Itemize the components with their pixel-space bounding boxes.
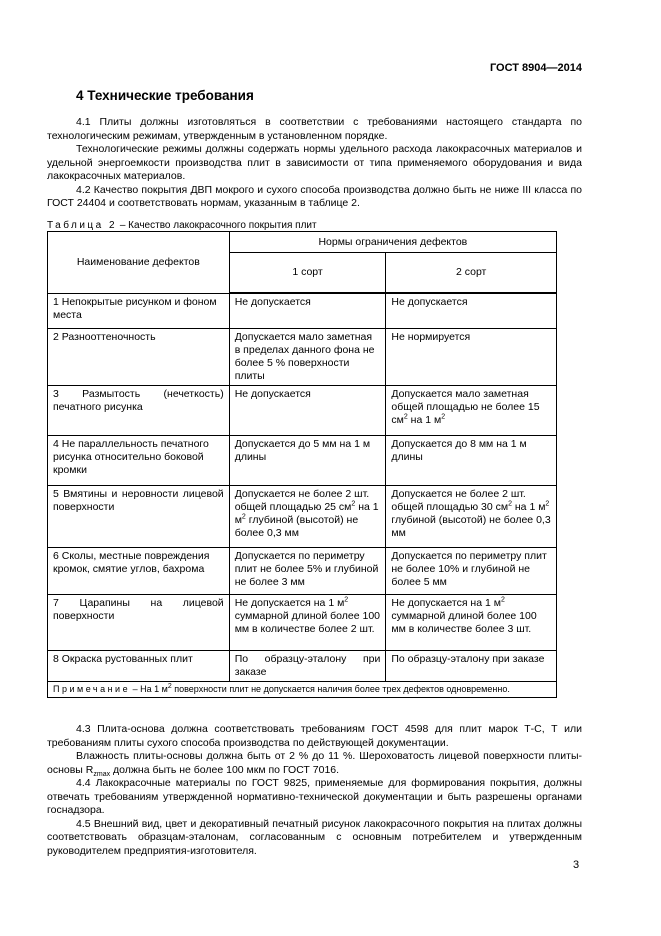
paragraph-4-4: 4.4 Лакокрасочные материалы по ГОСТ 9825, применяемые для формирования покрытия, должны отвечать требованиям утвержденной нормативно-технической документации и быть разрешены органами госнадзора. bbox=[47, 777, 582, 816]
column-header-sort-1: 1 сорт bbox=[229, 253, 386, 294]
sort-2-norm: Не допускается на 1 $м^2$ суммарной длиной более 100 мм в количестве более 3 шт. bbox=[386, 594, 557, 650]
paragraph-4-3: 4.3 Плита-основа должна соответствовать требованиям ГОСТ 4598 для плит марок Т-С, Т или требованиям плиты сухого способа производства по действующей документации. bbox=[47, 723, 582, 749]
column-header-norms: Нормы ограничения дефектов bbox=[229, 232, 556, 253]
paragraph-4-1: 4.1 Плиты должны изготовляться в соответствии с требованиями настоящего стандарта по технологическим режимам, утвержденным в установленном порядке. bbox=[47, 116, 582, 142]
sort-1-norm: Допускается по периметру плит не более 5% и глубиной не более 3 мм bbox=[229, 547, 386, 594]
page-number: 3 bbox=[573, 859, 580, 871]
defects-table bbox=[47, 231, 557, 698]
sort-1-norm: Допускается до 5 мм на 1 м длины bbox=[229, 435, 386, 485]
defect-name: 2 Разнооттеночность bbox=[48, 328, 230, 385]
sort-1-norm: Допускается мало заметная в пределах данного фона не более 5 % поверхности плиты bbox=[229, 328, 386, 385]
defect-name: 1 Непокрытые рисунком и фоном места bbox=[48, 293, 230, 328]
table-row bbox=[48, 293, 557, 328]
body-text-top bbox=[47, 116, 582, 211]
sort-1-norm: Не допускается bbox=[229, 385, 386, 435]
table-row bbox=[48, 328, 557, 385]
defect-name: 5 Вмятины и неровности лицевой поверхности bbox=[48, 485, 230, 547]
paragraph-humidity: Влажность плиты-основы должна быть от 2 % до 11 %. Шероховатость лицевой поверхности плиты-основы $R_{zmax}$ должна быть не более 100 мкм по ГОСТ 7016. bbox=[47, 750, 582, 778]
sort-1-norm: Не допускается на 1 $м^2$ суммарной длиной более 100 мм в количестве более 2 шт. bbox=[229, 594, 386, 650]
table-row bbox=[48, 385, 557, 435]
sort-1-norm: Не допускается bbox=[229, 293, 386, 328]
table-row bbox=[48, 547, 557, 594]
defect-name: 3 Размытость (нечеткость) печатного рисунка bbox=[48, 385, 230, 435]
sort-2-norm: Допускается до 8 мм на 1 м длины bbox=[386, 435, 557, 485]
defect-name: 8 Окраска рустованных плит bbox=[48, 650, 230, 681]
column-header-sort-2: 2 сорт bbox=[386, 253, 557, 294]
sort-1-norm: Допускается не более 2 шт. общей площадью 25 $см^2$ на 1 $м^2$ глубиной (высотой) не более 0,3 мм bbox=[229, 485, 386, 547]
table-caption-prefix: Таблица 2 bbox=[47, 220, 118, 231]
table-caption bbox=[47, 220, 317, 231]
table-row bbox=[48, 435, 557, 485]
defect-name: 6 Сколы, местные повреждения кромок, смятие углов, бахрома bbox=[48, 547, 230, 594]
sort-2-norm: Не допускается bbox=[386, 293, 557, 328]
table-row bbox=[48, 485, 557, 547]
sort-2-norm: Допускается не более 2 шт. общей площадью 30 $см^2$ на 1 $м^2$ глубиной (высотой) не более 0,3 мм bbox=[386, 485, 557, 547]
table-row bbox=[48, 650, 557, 681]
paragraph-modes: Технологические режимы должны содержать нормы удельного расхода лакокрасочных материалов и удельной энергоемкости производства плит в зависимости от типа применяемого оборудования и вида лакокрасочных материалов. bbox=[47, 143, 582, 182]
defect-name: 7 Царапины на лицевой поверхности bbox=[48, 594, 230, 650]
table-caption-text: – Качество лакокрасочного покрытия плит bbox=[117, 220, 317, 231]
sort-2-norm: Допускается мало заметная общей площадью не более 15 $см^2$ на 1 $м^2$ bbox=[386, 385, 557, 435]
sort-2-norm: Не нормируется bbox=[386, 328, 557, 385]
sort-1-norm: По образцу-эталону при заказе bbox=[229, 650, 386, 681]
body-text-bottom bbox=[47, 723, 582, 858]
table-row bbox=[48, 594, 557, 650]
table-note: Примечание – На 1 $м^2$ поверхности плит не допускается наличия более трех дефектов одновременно. bbox=[48, 681, 557, 697]
defect-name: 4 Не параллельность печатного рисунка относительно боковой кромки bbox=[48, 435, 230, 485]
sort-2-norm: Допускается по периметру плит не более 10% и глубиной не более 5 мм bbox=[386, 547, 557, 594]
column-header-defects: Наименование дефектов bbox=[48, 232, 230, 294]
section-title: 4 Технические требования bbox=[76, 88, 254, 103]
paragraph-4-2: 4.2 Качество покрытия ДВП мокрого и сухого способа производства должно быть не ниже III класса по ГОСТ 24404 и соответствовать нормам, указанным в таблице 2. bbox=[47, 183, 582, 209]
document-code: ГОСТ 8904—2014 bbox=[489, 62, 582, 74]
sort-2-norm: По образцу-эталону при заказе bbox=[386, 650, 557, 681]
paragraph-4-5: 4.5 Внешний вид, цвет и декоративный печатный рисунок лакокрасочного покрытия на плитах должны соответствовать образцам-эталонам, согласованным с основным потребителем и утвержденным руководителем предприятия-изготовителя. bbox=[47, 817, 582, 857]
